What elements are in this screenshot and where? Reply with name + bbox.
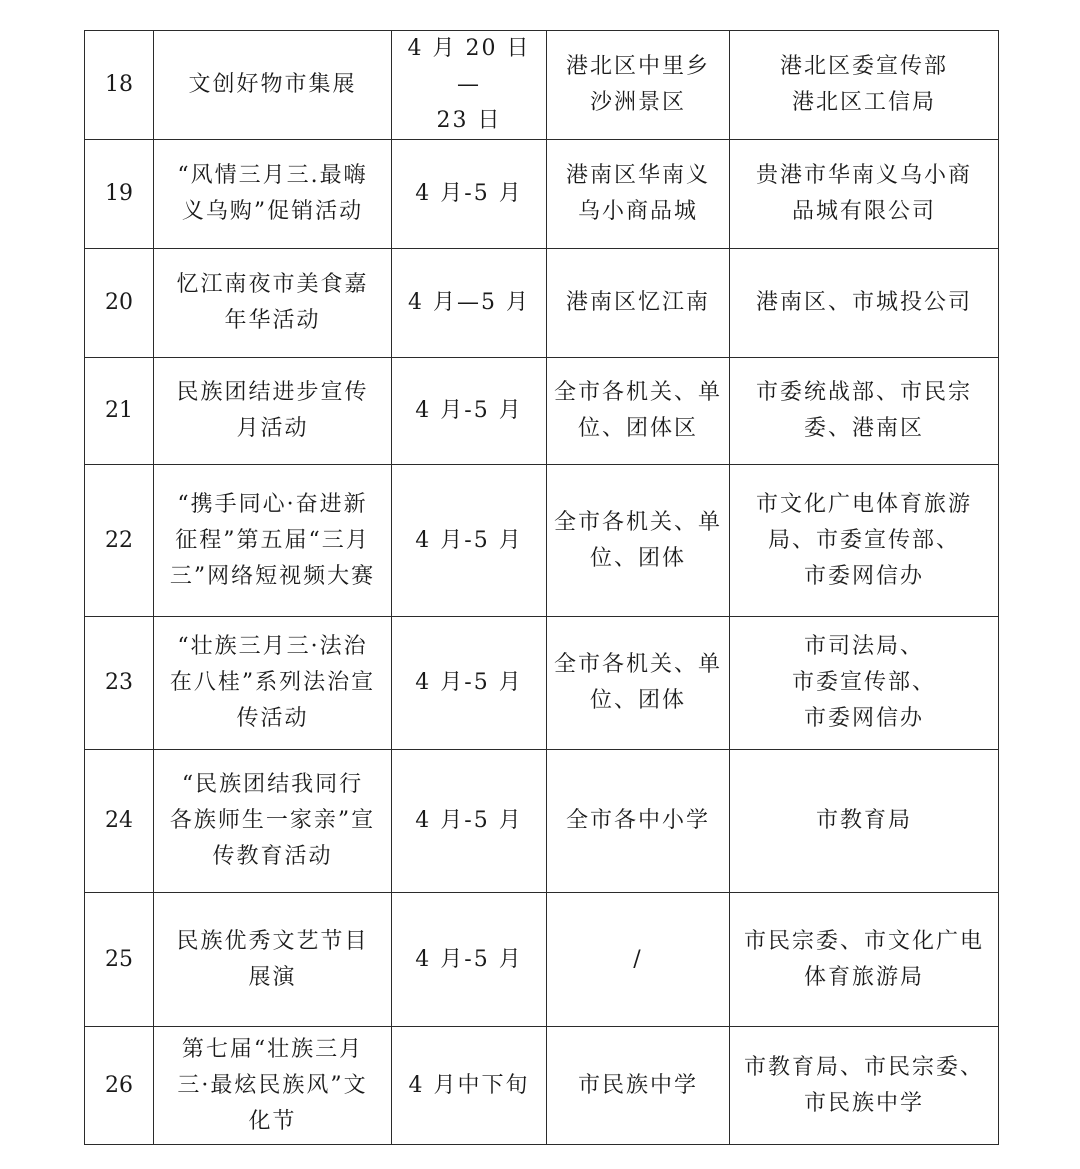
row-number: 23 [85,617,154,750]
row-number: 20 [85,249,154,358]
event-time: 4 月-5 月 [392,140,547,249]
event-organizer: 市民宗委、市文化广电 体育旅游局 [730,893,999,1027]
event-place: / [547,893,730,1027]
event-place: 港南区华南义 乌小商品城 [547,140,730,249]
event-name: “风情三月三.最嗨 义乌购”促销活动 [154,140,392,249]
event-time: 4 月-5 月 [392,617,547,750]
event-time: 4 月-5 月 [392,893,547,1027]
event-name: 第七届“壮族三月 三·最炫民族风”文 化节 [154,1027,392,1145]
event-place: 港北区中里乡 沙洲景区 [547,31,730,140]
table-row [85,750,999,893]
row-number: 19 [85,140,154,249]
event-time: 4 月-5 月 [392,750,547,893]
event-organizer: 市教育局 [730,750,999,893]
table-row [85,140,999,249]
event-name: “壮族三月三·法治 在八桂”系列法治宣 传活动 [154,617,392,750]
table-row [85,465,999,617]
event-place: 市民族中学 [547,1027,730,1145]
event-organizer: 港北区委宣传部 港北区工信局 [730,31,999,140]
table-row [85,1027,999,1145]
row-number: 22 [85,465,154,617]
event-name: “民族团结我同行 各族师生一家亲”宣 传教育活动 [154,750,392,893]
event-organizer: 贵港市华南义乌小商 品城有限公司 [730,140,999,249]
row-number: 25 [85,893,154,1027]
event-time: 4 月-5 月 [392,465,547,617]
event-name: 文创好物市集展 [154,31,392,140]
table-row [85,893,999,1027]
row-number: 18 [85,31,154,140]
event-place: 全市各机关、单 位、团体区 [547,358,730,465]
event-name: 民族团结进步宣传 月活动 [154,358,392,465]
row-number: 24 [85,750,154,893]
event-place: 全市各机关、单 位、团体 [547,465,730,617]
event-organizer: 市教育局、市民宗委、 市民族中学 [730,1027,999,1145]
table-row [85,31,999,140]
event-organizer: 市司法局、 市委宣传部、 市委网信办 [730,617,999,750]
event-organizer: 市文化广电体育旅游 局、市委宣传部、 市委网信办 [730,465,999,617]
event-place: 全市各机关、单 位、团体 [547,617,730,750]
table-row [85,617,999,750]
events-table [84,30,999,1145]
row-number: 21 [85,358,154,465]
event-time: 4 月 20 日— 23 日 [392,31,547,140]
event-time: 4 月中下旬 [392,1027,547,1145]
event-name: “携手同心·奋进新 征程”第五届“三月 三”网络短视频大赛 [154,465,392,617]
table-row [85,249,999,358]
event-time: 4 月-5 月 [392,358,547,465]
row-number: 26 [85,1027,154,1145]
event-place: 港南区忆江南 [547,249,730,358]
event-place: 全市各中小学 [547,750,730,893]
event-organizer: 港南区、市城投公司 [730,249,999,358]
event-organizer: 市委统战部、市民宗 委、港南区 [730,358,999,465]
table-row [85,358,999,465]
event-time: 4 月—5 月 [392,249,547,358]
event-name: 民族优秀文艺节目 展演 [154,893,392,1027]
event-name: 忆江南夜市美食嘉 年华活动 [154,249,392,358]
